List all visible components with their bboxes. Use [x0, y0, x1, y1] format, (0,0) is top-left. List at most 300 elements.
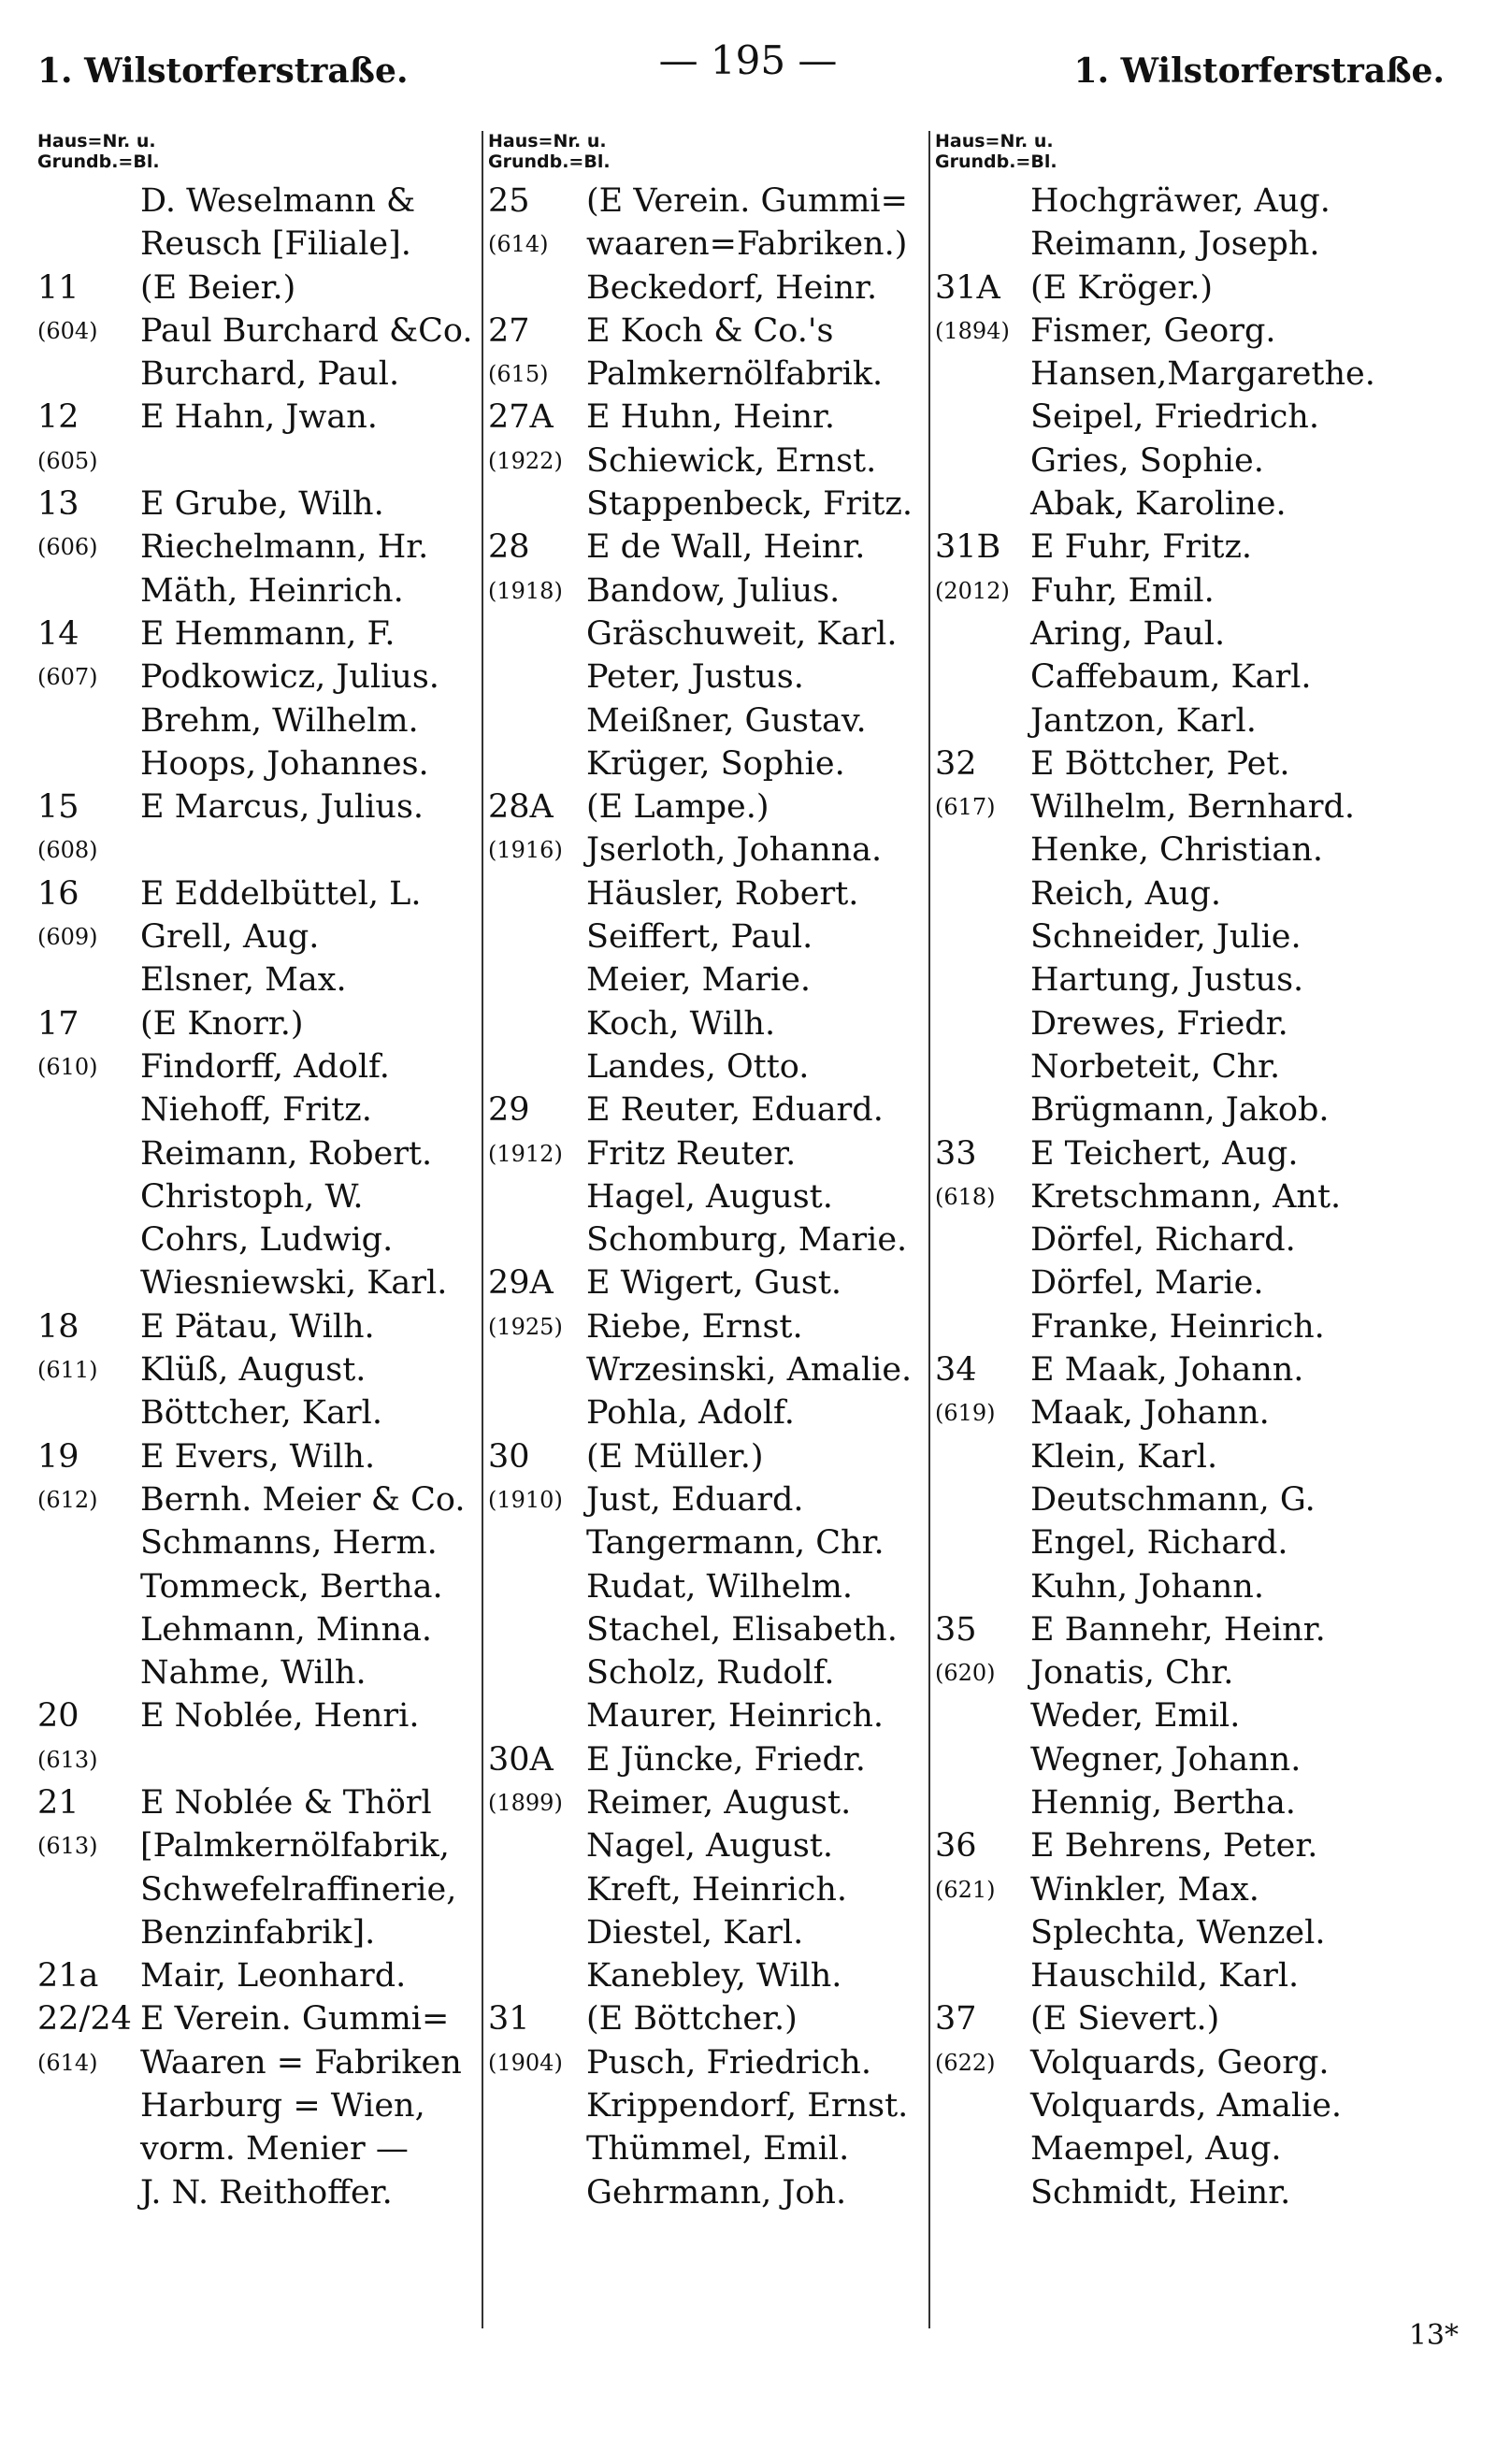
entry-text: D. Weselmann &	[140, 182, 416, 220]
house-number: 27A	[488, 398, 554, 437]
entry-text: E Teichert, Aug.	[1030, 1134, 1299, 1173]
page-number: — 195 —	[658, 37, 838, 83]
directory-entry	[37, 1218, 486, 1261]
directory-entry	[935, 1781, 1459, 1824]
entry-text: Fuhr, Emil.	[1030, 571, 1215, 610]
entry-text: Böttcher, Karl.	[140, 1394, 382, 1433]
house-number: (617)	[935, 794, 996, 821]
directory-entry	[37, 699, 486, 742]
directory-entry	[37, 1738, 486, 1781]
entry-text: Fritz Reuter.	[586, 1134, 797, 1173]
directory-entry	[488, 1435, 932, 1478]
entry-text: Norbeteit, Chr.	[1030, 1047, 1281, 1086]
directory-entry	[37, 1651, 486, 1694]
house-number: (606)	[37, 534, 98, 561]
directory-entry	[37, 439, 486, 483]
directory-entry	[935, 526, 1459, 569]
entry-text: Seipel, Friedrich.	[1030, 398, 1319, 437]
directory-entry	[935, 1565, 1459, 1608]
directory-entry	[488, 612, 932, 656]
entry-text: Schiewick, Ernst.	[586, 441, 877, 480]
directory-entry	[488, 1911, 932, 1954]
house-number: (614)	[488, 231, 549, 258]
entry-text: Jonatis, Chr.	[1030, 1654, 1234, 1693]
entry-text: Koch, Wilh.	[586, 1004, 776, 1043]
entry-text: Elsner, Max.	[140, 961, 347, 1000]
entry-text: Reimann, Joseph.	[1030, 225, 1320, 264]
house-number: (614)	[37, 2049, 98, 2076]
house-number: (615)	[488, 361, 549, 388]
entry-text: E Reuter, Eduard.	[586, 1091, 884, 1130]
directory-entry	[488, 656, 932, 699]
entry-text: Splechta, Wenzel.	[1030, 1913, 1326, 1952]
entry-text: Waaren = Fabriken	[140, 2043, 462, 2082]
directory-entry	[935, 1088, 1459, 1131]
directory-entry	[37, 1435, 486, 1478]
entry-text: Klein, Karl.	[1030, 1437, 1218, 1476]
directory-entry	[935, 353, 1459, 396]
directory-entry	[488, 699, 932, 742]
directory-entry	[935, 223, 1459, 266]
house-number: (620)	[935, 1660, 996, 1687]
entry-text: Paul Burchard &Co.	[140, 311, 473, 350]
entry-text: [Palmkernölfabrik,	[140, 1827, 450, 1866]
directory-entry	[488, 2171, 932, 2214]
entry-text: E Hahn, Jwan.	[140, 398, 378, 437]
directory-column-2	[488, 131, 932, 2375]
directory-entry	[37, 656, 486, 699]
house-number: 31A	[935, 268, 1000, 307]
house-number: 20	[37, 1697, 79, 1736]
directory-entry	[488, 1565, 932, 1608]
directory-entry	[935, 1868, 1459, 1911]
entry-text: Mäth, Heinrich.	[140, 571, 404, 610]
entry-text: Benzinfabrik].	[140, 1913, 376, 1952]
entry-text: Mair, Leonhard.	[140, 1957, 407, 1996]
directory-entry	[37, 1348, 486, 1391]
entry-text: Krippendorf, Ernst.	[586, 2087, 909, 2125]
entry-text: Caffebaum, Karl.	[1030, 658, 1312, 697]
directory-entry	[37, 1694, 486, 1737]
directory-entry	[37, 915, 486, 958]
directory-entry	[935, 1824, 1459, 1867]
entry-text: Reusch [Filiale].	[140, 225, 411, 264]
directory-entry	[37, 1911, 486, 1954]
directory-entry	[935, 1694, 1459, 1737]
directory-entry	[37, 396, 486, 439]
directory-entry	[488, 1997, 932, 2040]
entry-text: (E Kröger.)	[1030, 268, 1214, 307]
entry-text: Scholz, Rudolf.	[586, 1654, 835, 1693]
house-number: 15	[37, 788, 79, 827]
entry-text: Volquards, Amalie.	[1030, 2087, 1343, 2125]
directory-entry	[488, 1781, 932, 1824]
directory-entry	[935, 439, 1459, 483]
entry-text: E Wigert, Gust.	[586, 1264, 842, 1303]
house-number: (607)	[37, 664, 98, 691]
directory-entry	[37, 1478, 486, 1521]
entry-text: Diestel, Karl.	[586, 1913, 804, 1952]
directory-entry	[37, 1868, 486, 1911]
directory-entry	[37, 2084, 486, 2127]
entry-text: Maak, Johann.	[1030, 1394, 1270, 1433]
entry-text: E Eddelbüttel, L.	[140, 874, 422, 913]
directory-entry	[935, 1002, 1459, 1045]
directory-entry	[935, 1132, 1459, 1175]
entry-text: Kreft, Heinrich.	[586, 1870, 848, 1909]
entry-text: (E Beier.)	[140, 268, 296, 307]
directory-entry	[935, 699, 1459, 742]
directory-entry	[37, 1002, 486, 1045]
directory-entry	[37, 1391, 486, 1434]
entry-text: Hoops, Johannes.	[140, 744, 429, 783]
directory-entry	[37, 569, 486, 612]
directory-entry	[935, 569, 1459, 612]
entry-text: Christoph, W.	[140, 1177, 364, 1216]
directory-entry	[37, 1608, 486, 1651]
entry-text: Gries, Sophie.	[1030, 441, 1264, 480]
entry-text: Seiffert, Paul.	[586, 918, 813, 957]
entry-text: Schmidt, Heinr.	[1030, 2173, 1291, 2212]
entry-text: Wilhelm, Bernhard.	[1030, 788, 1356, 827]
directory-entry	[488, 1175, 932, 1218]
entry-text: Weder, Emil.	[1030, 1697, 1241, 1736]
directory-entry	[488, 396, 932, 439]
house-number: (619)	[935, 1400, 996, 1427]
house-number: 29	[488, 1091, 530, 1130]
house-number: (605)	[37, 447, 98, 474]
column-head: Haus=Nr. u. Grundb.=Bl.	[488, 131, 611, 172]
entry-text: Wrzesinski, Amalie.	[586, 1351, 913, 1390]
entry-text: Schwefelraffinerie,	[140, 1870, 457, 1909]
house-number: 16	[37, 874, 79, 913]
entry-text: E Grube, Wilh.	[140, 485, 384, 524]
directory-entry	[935, 612, 1459, 656]
entry-text: Nahme, Wilh.	[140, 1654, 367, 1693]
directory-entry	[37, 1088, 486, 1131]
house-number: 35	[935, 1610, 977, 1649]
entry-text: waaren=Fabriken.)	[586, 225, 908, 264]
directory-entry	[488, 1608, 932, 1651]
entry-text: Jserloth, Johanna.	[586, 831, 883, 870]
house-number: 21	[37, 1783, 79, 1822]
directory-entry	[935, 1045, 1459, 1088]
directory-entry	[488, 1651, 932, 1694]
entry-text: Nagel, August.	[586, 1827, 833, 1866]
directory-entry	[37, 1521, 486, 1564]
entry-text: Lehmann, Minna.	[140, 1610, 432, 1649]
signature-mark: 13*	[1408, 2319, 1459, 2352]
directory-column-1	[37, 131, 486, 2375]
entry-text: Jantzon, Karl.	[1030, 701, 1257, 740]
house-number: (1925)	[488, 1313, 563, 1340]
directory-entry	[488, 742, 932, 785]
entry-text: Niehoff, Fritz.	[140, 1091, 372, 1130]
house-number: 25	[488, 182, 530, 220]
house-number: 17	[37, 1004, 79, 1043]
house-number: (1916)	[488, 837, 563, 864]
directory-entry	[488, 872, 932, 915]
entry-text: Hochgräwer, Aug.	[1030, 182, 1331, 220]
house-number: (621)	[935, 1876, 996, 1903]
entry-text: vorm. Menier —	[140, 2130, 409, 2169]
entry-text: Deutschmann, G.	[1030, 1480, 1316, 1519]
house-number: 34	[935, 1351, 977, 1390]
house-number: (613)	[37, 1746, 98, 1773]
running-head-right: 1. Wilstorferstraße.	[1073, 51, 1445, 91]
entry-text: Meißner, Gustav.	[586, 701, 867, 740]
directory-entry	[37, 1824, 486, 1867]
entry-text: (E Böttcher.)	[586, 2000, 798, 2039]
running-head-left: 1. Wilstorferstraße.	[37, 51, 409, 91]
directory-entry	[37, 1045, 486, 1088]
directory-entry	[37, 2127, 486, 2170]
entry-text: Wiesniewski, Karl.	[140, 1264, 448, 1303]
entry-text: (E Lampe.)	[586, 788, 770, 827]
directory-entry	[935, 1738, 1459, 1781]
entry-text: Grell, Aug.	[140, 918, 320, 957]
directory-entry	[37, 1781, 486, 1824]
entry-text: Tommeck, Bertha.	[140, 1567, 443, 1606]
directory-entry	[488, 439, 932, 483]
entry-text: Maempel, Aug.	[1030, 2130, 1282, 2169]
entry-text: Krüger, Sophie.	[586, 744, 845, 783]
house-number: (1894)	[935, 317, 1010, 344]
directory-entry	[37, 612, 486, 656]
directory-entry	[37, 785, 486, 829]
house-number: (609)	[37, 924, 98, 951]
house-number: 28	[488, 528, 530, 567]
directory-entry	[488, 915, 932, 958]
directory-entry	[488, 1824, 932, 1867]
house-number: 32	[935, 744, 977, 783]
entry-text: Brehm, Wilhelm.	[140, 701, 419, 740]
entry-text: (E Sievert.)	[1030, 2000, 1220, 2039]
entry-text: Schmanns, Herm.	[140, 1524, 438, 1563]
house-number: (2012)	[935, 577, 1010, 604]
house-number: (612)	[37, 1486, 98, 1513]
entry-text: E Fuhr, Fritz.	[1030, 528, 1253, 567]
entry-text: Reich, Aug.	[1030, 874, 1222, 913]
entry-text: Bandow, Julius.	[586, 571, 841, 610]
entry-text: Gräschuweit, Karl.	[586, 614, 898, 653]
directory-entry	[488, 958, 932, 1001]
directory-entry	[488, 180, 932, 223]
directory-entry	[935, 396, 1459, 439]
entry-text: Engel, Richard.	[1030, 1524, 1288, 1563]
directory-entry	[488, 1738, 932, 1781]
entry-text: Schneider, Julie.	[1030, 918, 1302, 957]
directory-entry	[935, 872, 1459, 915]
entry-text: (E Müller.)	[586, 1437, 764, 1476]
directory-entry	[488, 483, 932, 526]
directory-entry	[488, 569, 932, 612]
entry-text: E Huhn, Heinr.	[586, 398, 836, 437]
directory-entry	[935, 1478, 1459, 1521]
house-number: 27	[488, 311, 530, 350]
entry-text: Hennig, Bertha.	[1030, 1783, 1296, 1822]
entry-text: E Koch & Co.'s	[586, 311, 834, 350]
entry-text: E Bannehr, Heinr.	[1030, 1610, 1326, 1649]
entry-text: Rudat, Wilhelm.	[586, 1567, 853, 1606]
entry-text: E Behrens, Peter.	[1030, 1827, 1318, 1866]
directory-entry	[37, 180, 486, 223]
entry-text: Stappenbeck, Fritz.	[586, 485, 913, 524]
entry-text: Kanebley, Wilh.	[586, 1957, 842, 1996]
entry-text: E Noblée & Thörl	[140, 1783, 432, 1822]
entry-text: E Hemmann, F.	[140, 614, 396, 653]
entry-text: Hagel, August.	[586, 1177, 833, 1216]
directory-entry	[37, 958, 486, 1001]
house-number: 33	[935, 1134, 977, 1173]
entry-text: E Böttcher, Pet.	[1030, 744, 1290, 783]
directory-entry	[935, 1261, 1459, 1304]
directory-entry	[488, 526, 932, 569]
directory-entry	[488, 267, 932, 310]
entry-text: Beckedorf, Heinr.	[586, 268, 878, 307]
entry-text: Burchard, Paul.	[140, 355, 400, 394]
directory-entry	[935, 958, 1459, 1001]
entry-text: Peter, Justus.	[586, 658, 804, 697]
house-number: 14	[37, 614, 79, 653]
entry-text: Dörfel, Marie.	[1030, 1264, 1264, 1303]
entry-text: Wegner, Johann.	[1030, 1740, 1302, 1779]
directory-entry	[37, 526, 486, 569]
entry-text: E Evers, Wilh.	[140, 1437, 376, 1476]
entry-text: Landes, Otto.	[586, 1047, 810, 1086]
directory-entry	[935, 2171, 1459, 2214]
directory-entry	[935, 1348, 1459, 1391]
directory-entry	[935, 1954, 1459, 1997]
directory-entry	[488, 1045, 932, 1088]
entry-text: Podkowicz, Julius.	[140, 658, 439, 697]
house-number: (611)	[37, 1357, 98, 1384]
directory-entry	[37, 829, 486, 872]
column-head: Haus=Nr. u. Grundb.=Bl.	[935, 131, 1057, 172]
entry-text: Abak, Karoline.	[1030, 485, 1287, 524]
entry-text: (E Verein. Gummi=	[586, 182, 908, 220]
entry-text: E de Wall, Heinr.	[586, 528, 866, 567]
directory-entry	[488, 1261, 932, 1304]
directory-entry	[488, 1305, 932, 1348]
house-number: 31	[488, 2000, 530, 2039]
directory-entry	[488, 2084, 932, 2127]
house-number: (1904)	[488, 2049, 563, 2076]
house-number: 29A	[488, 1264, 554, 1303]
directory-entry	[37, 872, 486, 915]
entry-text: Pusch, Friedrich.	[586, 2043, 871, 2082]
entry-text: Maurer, Heinrich.	[586, 1697, 884, 1736]
entry-text: Dörfel, Richard.	[1030, 1221, 1296, 1260]
directory-entry	[488, 2041, 932, 2084]
directory-entry	[488, 1478, 932, 1521]
directory-entry	[935, 1608, 1459, 1651]
house-number: (1922)	[488, 447, 563, 474]
entry-text: E Jüncke, Friedr.	[586, 1740, 866, 1779]
house-number: 11	[37, 268, 79, 307]
directory-entry	[488, 1391, 932, 1434]
directory-entry	[935, 1997, 1459, 2040]
entry-text: Volquards, Georg.	[1030, 2043, 1330, 2082]
directory-entry	[37, 1997, 486, 2040]
directory-entry	[37, 267, 486, 310]
directory-entry	[37, 1132, 486, 1175]
entry-text: E Noblée, Henri.	[140, 1697, 420, 1736]
directory-entry	[488, 2127, 932, 2170]
entry-text: Aring, Paul.	[1030, 614, 1226, 653]
entry-text: Palmkernölfabrik.	[586, 355, 884, 394]
house-number: (608)	[37, 837, 98, 864]
house-number: 30	[488, 1437, 530, 1476]
entry-text: Just, Eduard.	[586, 1480, 804, 1519]
house-number: (618)	[935, 1183, 996, 1210]
directory-entry	[488, 1088, 932, 1131]
house-number: 31B	[935, 528, 1001, 567]
house-number: 36	[935, 1827, 977, 1866]
directory-entry	[935, 1651, 1459, 1694]
entry-text: J. N. Reithoffer.	[140, 2173, 393, 2212]
directory-entry	[37, 353, 486, 396]
directory-entry	[488, 1002, 932, 1045]
directory-entry	[935, 742, 1459, 785]
directory-entry	[37, 1565, 486, 1608]
directory-entry	[935, 1175, 1459, 1218]
house-number: (604)	[37, 317, 98, 344]
house-number: 30A	[488, 1740, 554, 1779]
directory-entry	[935, 180, 1459, 223]
directory-entry	[37, 1261, 486, 1304]
house-number: 19	[37, 1437, 79, 1476]
directory-entry	[37, 1954, 486, 1997]
directory-entry	[935, 1435, 1459, 1478]
directory-entry	[935, 483, 1459, 526]
entry-text: Findorff, Adolf.	[140, 1047, 390, 1086]
directory-entry	[935, 2127, 1459, 2170]
house-number: (1912)	[488, 1140, 563, 1167]
directory-entry	[488, 829, 932, 872]
house-number: 12	[37, 398, 79, 437]
entry-text: E Marcus, Julius.	[140, 788, 424, 827]
house-number: 13	[37, 485, 79, 524]
directory-entry	[37, 1175, 486, 1218]
house-number: (1910)	[488, 1486, 563, 1513]
house-number: (613)	[37, 1833, 98, 1860]
entry-text: Kretschmann, Ant.	[1030, 1177, 1342, 1216]
house-number: (1918)	[488, 577, 563, 604]
entry-text: Hauschild, Karl.	[1030, 1957, 1300, 1996]
directory-entry	[935, 1305, 1459, 1348]
entry-text: Fismer, Georg.	[1030, 311, 1276, 350]
entry-text: (E Knorr.)	[140, 1004, 304, 1043]
directory-entry	[488, 1868, 932, 1911]
directory-entry	[935, 1521, 1459, 1564]
entry-text: Bernh. Meier & Co.	[140, 1480, 466, 1519]
entry-text: Klüß, August.	[140, 1351, 367, 1390]
directory-entry	[935, 656, 1459, 699]
entry-text: Franke, Heinrich.	[1030, 1307, 1325, 1346]
directory-entry	[488, 1954, 932, 1997]
directory-entry	[935, 1218, 1459, 1261]
house-number: 28A	[488, 788, 554, 827]
directory-entry	[935, 1391, 1459, 1434]
directory-column-3	[935, 131, 1459, 2375]
house-number: 21a	[37, 1957, 99, 1996]
house-number: (1899)	[488, 1789, 563, 1816]
directory-entry	[37, 742, 486, 785]
directory-entry	[935, 915, 1459, 958]
directory-entry	[935, 785, 1459, 829]
directory-entry	[37, 1305, 486, 1348]
